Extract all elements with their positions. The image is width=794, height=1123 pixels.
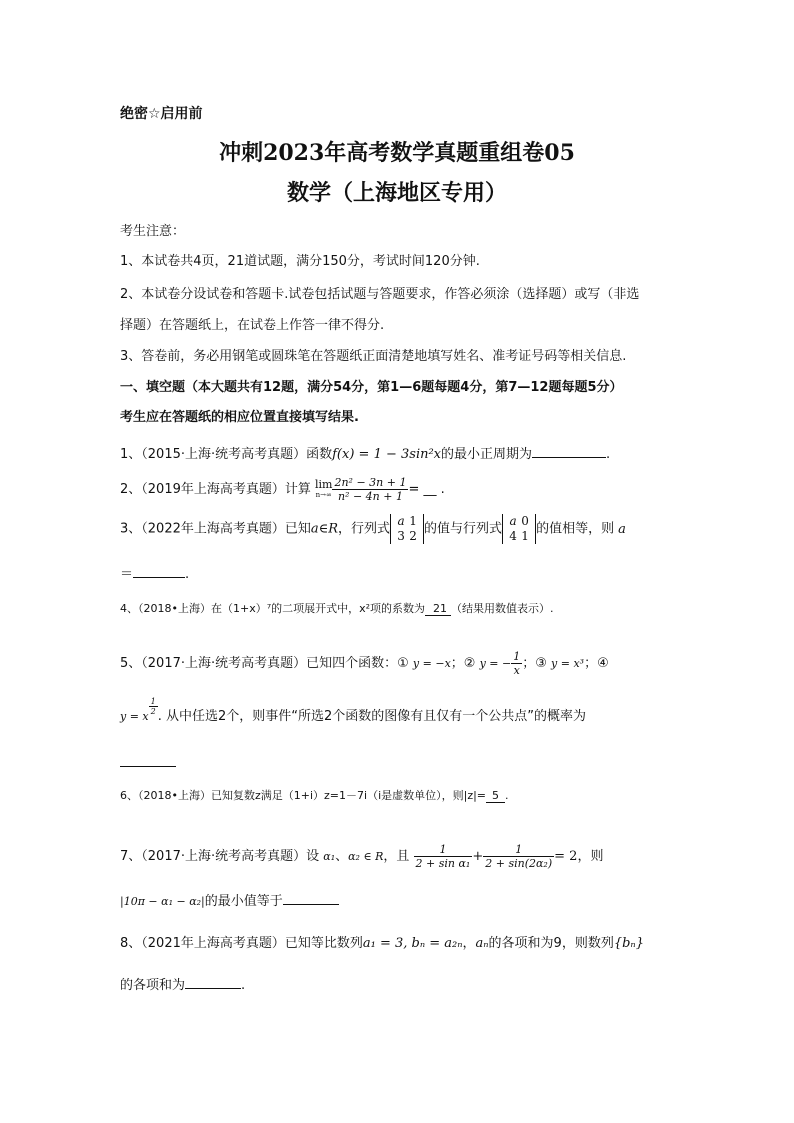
q5-f4-exp-den: 2 [150,707,156,716]
q8-bn: {bₙ} [613,936,644,951]
q8-an: aₙ [475,936,489,951]
question-1 [120,443,610,462]
q8-sequence: a₁ = 3, bₙ = a₂ₙ [362,936,463,951]
q7-d1: 2 + sin α₁ [415,857,471,870]
question-8 [120,932,644,951]
q5-prefix: 5、（2017·上海·统考高考真题）已知四个函数：① [120,656,409,671]
q7-then: ，则 [577,849,604,864]
q7-line-2: 的最小值等于 [204,894,283,909]
q5-sep-4: ；④ [584,656,609,671]
question-3 [120,514,626,544]
q3-mid-2: 的值与行列式 [424,521,503,537]
q8-mid: ， [462,936,476,951]
secret-label: 绝密☆启用前 [120,106,203,122]
notice-item-3: 3、答卷前，务必用钢笔或圆珠笔在答题纸正面清楚地填写姓名、准考证号码等相关信息. [120,349,627,364]
q5-func-4: y = x [120,710,149,723]
q8-prefix: 8、（2021年上海高考真题）已知等比数列 [120,936,363,951]
q1-prefix: 1、（2015·上海·统考高考真题）函数 [120,447,333,462]
page-subtitle: 数学（上海地区专用） [286,180,507,206]
q2-lim: lim [315,477,333,491]
q1-answer-blank[interactable] [532,445,606,458]
q3-determinant-1 [390,514,424,544]
q2-numerator: 2n² − 3n + 1 [334,476,407,489]
notice-item-1: 1、本试卷共4页，21道试题，满分150分，考试时间120分钟. [120,254,480,269]
q7-expression: |10π − α₁ − α₂| [120,895,205,908]
q3-determinant-2 [502,514,536,544]
q7-answer-blank[interactable] [283,892,339,905]
question-5 [120,650,609,677]
q7-fraction-1 [414,843,473,870]
q5-f4-exp-num: 1 [150,697,156,706]
q5-func-2: y = − [479,657,512,670]
q7-var-2: α₂ ∈ R [348,850,384,863]
q3-end: . [185,567,190,582]
q3-det2-cell: 4 [509,529,517,543]
q8-line-2: 的各项和为 [120,978,186,993]
q8-end: . [241,978,246,993]
q7-plus: + [472,849,484,864]
q5-func-2-frac [511,650,522,677]
q1-end: . [606,447,611,462]
q7-d2: 2 + sin(2α₂) [485,857,553,870]
question-6 [120,787,509,803]
section-instruction: 考生应在答题纸的相应位置直接填写结果. [120,410,359,425]
q5-answer-blank[interactable] [120,754,176,767]
q1-function: f(x) = 1 − 3sin²x [332,447,442,462]
question-2 [120,476,445,503]
q4-answer: 21 [425,602,451,616]
q4-text: 4、（2018•上海）在（1+x）⁷的二项展开式中，x²项的系数为 [120,602,426,615]
q2-prefix: 2、（2019年上海高考真题）计算 [120,482,311,497]
q6-text: 6、（2018•上海）已知复数z满足（1+i）z=1－7i（i是虚数单位），则|z|= [120,789,487,802]
q7-prefix: 7、（2017·上海·统考高考真题）设 [120,849,320,864]
q3-det2-cell: 0 [521,514,529,528]
page-title: 冲刺2023年高考数学真题重组卷05 [219,140,575,166]
notice-heading: 考生注意： [120,224,186,239]
q6-end: . [505,789,509,802]
q3-det2-cell: 1 [521,529,529,543]
q2-suffix: = __ . [408,482,445,497]
q5-func-4-exponent [149,697,158,716]
q7-sep: 、 [335,849,349,864]
q5-line-2: . 从中任选2个，则事件“所选2个函数的图像有且仅有一个公共点”的概率为 [157,709,587,724]
q3-det1-cell: a [397,514,405,528]
q3-det1-cell: 3 [397,529,405,543]
notice-item-2-cont: 择题）在答题纸上，在试卷上作答一律不得分. [120,318,385,333]
q7-fraction-2 [483,843,554,870]
q3-det1-cell: 2 [409,529,417,543]
q7-var-1: α₁ [323,850,336,863]
q3-det1-cell: 1 [409,514,417,528]
question-8-cont [120,974,245,993]
q2-fraction [332,476,408,503]
q4-suffix: （结果用数值表示）. [451,602,554,615]
q5-f2-den: x [513,664,520,677]
q7-mid: ，且 [383,849,410,864]
q7-eq: = 2 [554,849,578,864]
q2-denominator: n² − 4n + 1 [337,490,403,503]
question-5-cont [120,697,587,724]
q6-answer: 5 [486,789,505,803]
q3-variable: a [618,521,626,537]
q3-mid-1: ，行列式 [338,521,391,537]
q5-func-3: y = x³ [551,657,585,670]
q3-det2-cell: a [509,514,517,528]
question-5-blank-row [120,754,176,771]
q5-sep-2: ；② [450,656,476,671]
notice-item-2: 2、本试卷分设试卷和答题卡.试卷包括试题与答题要求，作答必须涂（选择题）或写（非选 [120,287,640,302]
q1-suffix: 的最小正周期为 [441,447,533,462]
q3-condition: a∈R [310,521,339,537]
question-4 [120,600,554,616]
question-7 [120,843,603,870]
q2-lim-sub: n→∞ [315,490,332,499]
q5-f2-num: 1 [513,650,521,663]
q3-answer-blank[interactable] [133,565,185,578]
question-3-cont [120,563,189,582]
q3-suffix: 的值相等，则 [536,521,615,537]
q3-equals: ＝ [120,567,134,582]
q5-func-1: y = −x [412,657,451,670]
question-7-cont [120,890,339,909]
q7-n2: 1 [483,843,554,857]
q8-answer-blank[interactable] [185,976,241,989]
q3-prefix: 3、（2022年上海高考真题）已知 [120,521,311,537]
q7-n1: 1 [414,843,473,857]
q8-mid-2: 的各项和为9，则数列 [488,936,614,951]
section-heading: 一、填空题（本大题共有12题，满分54分，第1—6题每题4分，第7—12题每题5分） [120,380,623,395]
q5-sep-3: ；③ [522,656,547,671]
